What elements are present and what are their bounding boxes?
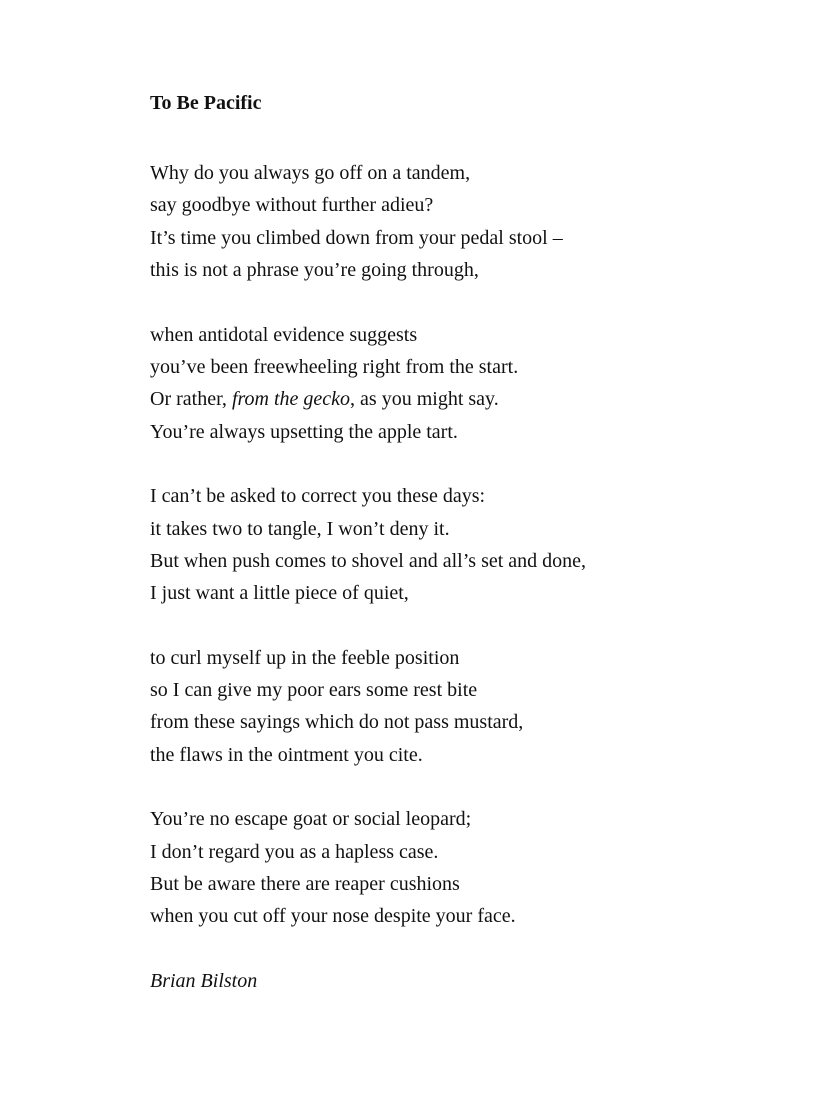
poem-line: it takes two to tangle, I won’t deny it. xyxy=(150,517,450,540)
stanza-1 xyxy=(150,157,790,287)
poem-line: when you cut off your nose despite your face. xyxy=(150,905,516,928)
poem-line: you’ve been freewheeling right from the start. xyxy=(150,355,519,378)
poem-line: to curl myself up in the feeble position xyxy=(150,646,460,669)
poem-line: this is not a phrase you’re going through, xyxy=(150,259,479,282)
poem-line: Why do you always go off on a tandem, xyxy=(150,162,471,184)
poem-line: I don’t regard you as a hapless case. xyxy=(150,840,439,863)
poem-line: I can’t be asked to correct you these days: xyxy=(150,485,486,508)
poem-line: when antidotal evidence suggests xyxy=(150,323,418,346)
poem-line: You’re always upsetting the apple tart. xyxy=(150,420,458,443)
stanza-2 xyxy=(150,319,790,449)
poem-line: I just want a little piece of quiet, xyxy=(150,582,409,605)
line-text: , as you might say. xyxy=(350,388,499,411)
poem-line: the flaws in the ointment you cite. xyxy=(150,743,423,766)
stanza-3 xyxy=(150,480,790,610)
poem-line: from these sayings which do not pass mustard, xyxy=(150,711,524,734)
poem-line: But be aware there are reaper cushions xyxy=(150,873,460,896)
poem-page xyxy=(150,87,790,997)
italic-phrase: from the gecko xyxy=(231,388,351,411)
line-text: Or rather, xyxy=(150,388,232,411)
poem-line-with-italic xyxy=(150,383,790,415)
stanza-4 xyxy=(150,642,790,772)
poem-title: To Be Pacific xyxy=(150,92,262,114)
poem-line: It’s time you climbed down from your pedal stool – xyxy=(150,226,563,249)
poem-line: You’re no escape goat or social leopard; xyxy=(150,808,472,831)
poem-line: say goodbye without further adieu? xyxy=(150,194,434,217)
stanza-5 xyxy=(150,803,790,933)
poem-line: But when push comes to shovel and all’s set and done, xyxy=(150,549,587,572)
poem-line: so I can give my poor ears some rest bite xyxy=(150,679,478,702)
author-name: Brian Bilston xyxy=(150,969,258,992)
